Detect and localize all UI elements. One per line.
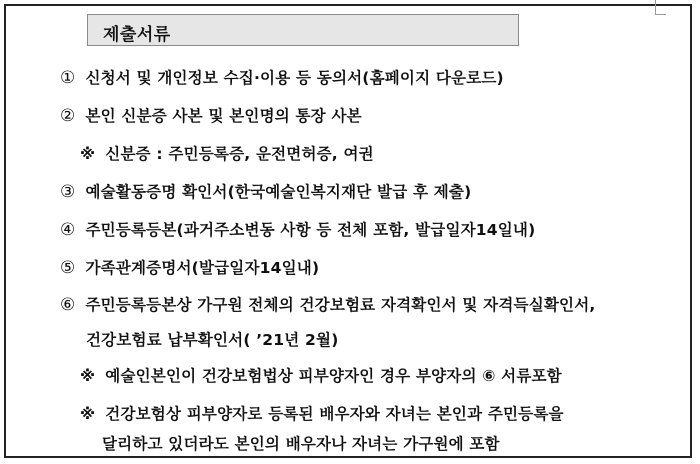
item-text: 가족관계증명서(발급일자14일내) [85, 259, 320, 277]
list-item [60, 66, 504, 88]
note-mark: ※ [80, 145, 96, 163]
section-header [87, 14, 519, 46]
note-text: 달리하고 있더라도 본인의 배우자나 자녀는 가구원에 포함 [102, 435, 500, 453]
note-text: 신분증 : 주민등록증, 운전면허증, 여권 [105, 145, 374, 163]
item-text: 본인 신분증 사본 및 본인명의 통장 사본 [85, 107, 362, 125]
item-number: ⑤ [60, 258, 76, 278]
item-text: 예술활동증명 확인서(한국예술인복지재단 발급 후 제출) [85, 183, 472, 201]
list-note [80, 142, 374, 164]
page-corner-mark [655, 0, 666, 15]
item-number: ② [60, 106, 76, 126]
section-title: 제출서류 [103, 25, 171, 45]
note-mark: ※ [80, 367, 96, 385]
list-item [60, 180, 471, 202]
list-item-continuation [86, 328, 338, 350]
list-item [60, 104, 362, 126]
list-note-continuation [102, 432, 500, 454]
item-number: ① [60, 68, 76, 88]
item-number: ④ [60, 220, 76, 240]
list-item [60, 256, 319, 278]
item-text: 주민등록등본(과거주소변동 사항 등 전체 포함, 발급일자14일내) [85, 221, 536, 239]
list-item [60, 218, 535, 240]
item-text: 건강보험료 납부확인서( ’21년 2월) [86, 331, 339, 349]
item-text: 신청서 및 개인정보 수집·이용 등 동의서(홈페이지 다운로드) [85, 69, 504, 87]
item-text: 주민등록등본상 가구원 전체의 건강보험료 자격확인서 및 자격득실확인서, [85, 296, 596, 314]
note-text: 건강보험상 피부양자로 등록된 배우자와 자녀는 본인과 주민등록을 [105, 405, 564, 423]
list-note [80, 364, 562, 386]
note-mark: ※ [80, 405, 96, 423]
item-number: ⑥ [60, 295, 76, 315]
note-text: 예술인본인이 건강보험법상 피부양자인 경우 부양자의 ⑥ 서류포함 [105, 367, 562, 385]
list-note [80, 402, 564, 424]
item-number: ③ [60, 182, 76, 202]
list-item [60, 293, 595, 315]
